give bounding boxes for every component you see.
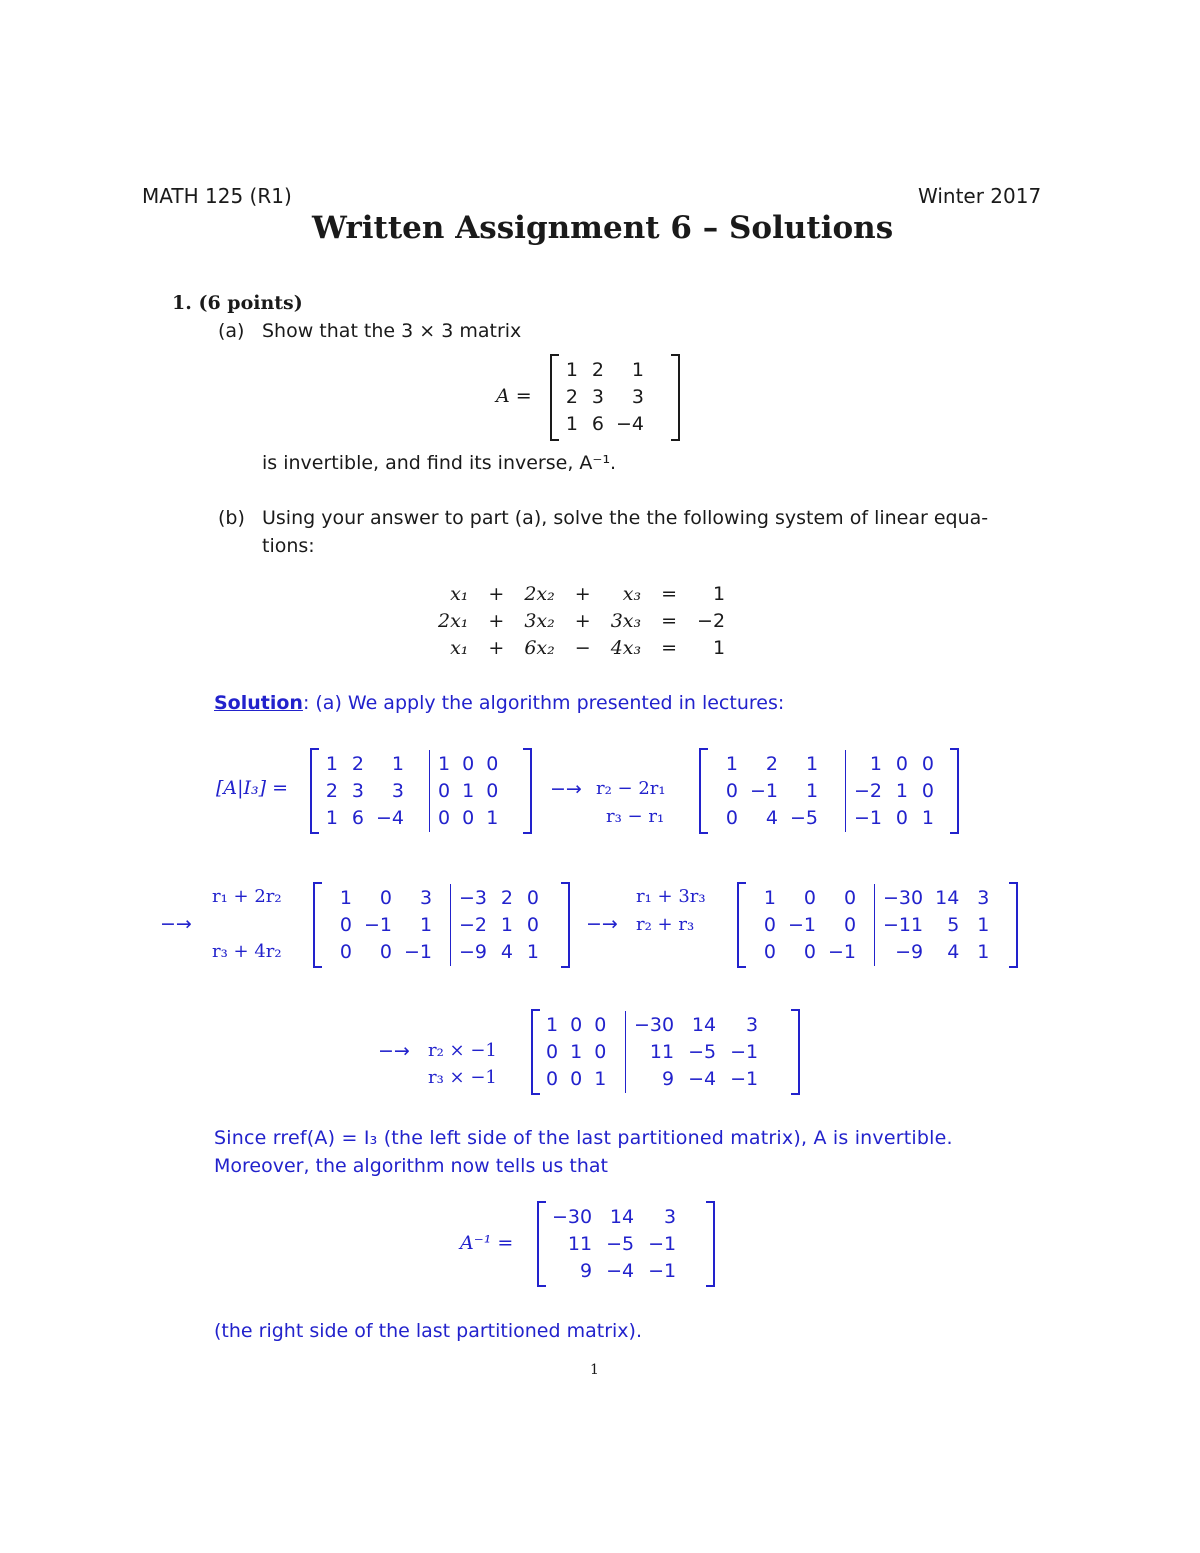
equation-term: 3x₂ (524, 609, 555, 632)
ops1-line2: r₃ − r₁ (606, 806, 665, 827)
matrix-row (540, 1065, 612, 1092)
matrix-cell: 3 (351, 779, 364, 802)
step3-left (746, 884, 862, 965)
matrix-cell: 0 (546, 1067, 559, 1090)
ops3-line1: r₁ + 3r₃ (636, 886, 706, 907)
matrix-cell: 1 (565, 412, 578, 435)
matrix-cell: 1 (325, 806, 338, 829)
matrix-cell: −5 (790, 806, 819, 829)
matrix-row (628, 1038, 764, 1065)
matrix-cell: 1 (805, 752, 819, 775)
matrix-row (453, 911, 545, 938)
matrix-row (322, 938, 438, 965)
matrix-cell: 0 (339, 940, 352, 963)
arrow-1: −→ (550, 778, 582, 800)
matrix-cell: −4 (606, 1259, 635, 1282)
page-title: Written Assignment 6 – Solutions (312, 210, 894, 246)
matrix-row (546, 1230, 682, 1257)
matrix-cell: −5 (606, 1232, 635, 1255)
part-b-text-line1: Using your answer to part (a), solve the the following system of linear equa- (262, 507, 989, 529)
matrix-cell: 2 (765, 752, 779, 775)
part-b-label: (b) (218, 507, 245, 529)
matrix-cell: 0 (379, 940, 393, 963)
problem-number: 1. (172, 292, 192, 314)
part-a-text: Show that the 3 × 3 matrix (262, 320, 522, 342)
matrix-cell: 0 (570, 1013, 583, 1036)
matrix-cell: −4 (688, 1067, 717, 1090)
step1-right (848, 750, 940, 831)
ops1-line1: r₂ − 2r₁ (596, 778, 666, 799)
matrix-cell: 0 (843, 913, 857, 936)
matrix-cell: 2 (565, 385, 578, 408)
matrix-cell: −1 (648, 1259, 677, 1282)
matrix-row (540, 1038, 612, 1065)
matrix-cell: 14 (609, 1205, 635, 1228)
matrix-cell: 1 (419, 913, 433, 936)
matrix-row (708, 750, 824, 777)
matrix-cell: 0 (895, 806, 909, 829)
matrix-row (318, 750, 410, 777)
matrix-row (432, 777, 504, 804)
matrix-cell: 1 (546, 1013, 559, 1036)
matrix-cell: 0 (486, 779, 499, 802)
solution-intro-text: : (a) We apply the algorithm presented in lectures: (302, 692, 785, 714)
matrix-cell: 1 (594, 1067, 607, 1090)
equation-term: + (488, 636, 505, 659)
matrix-row (546, 1203, 682, 1230)
matrix-cell: −30 (883, 886, 924, 909)
page-number: 1 (590, 1362, 599, 1378)
matrix-row (628, 1011, 764, 1038)
matrix-cell: 4 (500, 940, 514, 963)
equation-term: x₁ (450, 582, 469, 605)
matrix-cell: 0 (462, 806, 475, 829)
matrix-row (432, 750, 504, 777)
matrix-cell: 1 (391, 752, 405, 775)
matrix-cell: 4 (765, 806, 779, 829)
equation-term: + (574, 609, 591, 632)
matrix-cell: −1 (730, 1067, 759, 1090)
matrix-cell: 1 (763, 886, 776, 909)
inverse-matrix-table (546, 1203, 682, 1284)
matrix-cell: 1 (805, 779, 819, 802)
matrix-cell: 3 (419, 886, 433, 909)
matrix-cell: 0 (921, 779, 935, 802)
equation-term: = (661, 609, 678, 632)
since-line1: Since rref(A) = I₃ (the left side of the last partitioned matrix), A is invertible. (214, 1127, 953, 1149)
matrix-cell: 0 (763, 940, 776, 963)
matrix-cell: 6 (351, 806, 364, 829)
matrix-cell: 1 (725, 752, 738, 775)
matrix-row (318, 777, 410, 804)
matrix-cell: 0 (438, 779, 451, 802)
equation-term: − (574, 636, 591, 659)
matrix-cell: −30 (634, 1013, 675, 1036)
matrix-row (708, 804, 824, 831)
matrix-cell: 1 (631, 358, 645, 381)
matrix-cell: −1 (648, 1232, 677, 1255)
matrix-cell: 2 (591, 358, 604, 381)
matrix-row (746, 884, 862, 911)
matrix-cell: −1 (404, 940, 433, 963)
equation-row (428, 580, 735, 607)
matrix-cell: −2 (459, 913, 488, 936)
linear-system (428, 580, 735, 661)
arrow-3: −→ (586, 913, 618, 935)
matrix-cell: 14 (691, 1013, 717, 1036)
matrix-cell: 0 (843, 886, 857, 909)
equation-term: 4x₃ (610, 636, 642, 659)
inverse-label: A⁻¹ = (460, 1232, 514, 1254)
matrix-row (877, 938, 995, 965)
equation-term: + (488, 609, 505, 632)
matrix-cell: 1 (526, 940, 540, 963)
matrix-row (432, 804, 504, 831)
matrix-row (453, 884, 545, 911)
matrix-row (877, 911, 995, 938)
matrix-cell: 0 (339, 913, 352, 936)
matrix-cell: 0 (763, 913, 776, 936)
equation-term: = (661, 582, 678, 605)
matrix-cell: −9 (459, 940, 488, 963)
ops4-line1: r₂ × −1 (428, 1040, 497, 1061)
problem-heading (172, 292, 303, 314)
step3-right (877, 884, 995, 965)
matrix-row (540, 1011, 612, 1038)
equation-term: 2x₁ (438, 609, 469, 632)
equation-term: + (574, 582, 591, 605)
equation-term: 1 (712, 582, 726, 605)
step4-left (540, 1011, 612, 1092)
matrix-cell: 0 (895, 752, 909, 775)
matrix-cell: 0 (594, 1040, 607, 1063)
matrix-cell: 1 (325, 752, 338, 775)
matrix-cell: −4 (616, 412, 645, 435)
matrix-cell: −11 (883, 913, 924, 936)
problem-points: (6 points) (198, 292, 303, 314)
matrix-cell: 1 (438, 752, 451, 775)
term: Winter 2017 (918, 184, 1042, 208)
matrix-cell: 0 (438, 806, 451, 829)
matrix-row (848, 750, 940, 777)
equation-row (428, 634, 735, 661)
matrix-cell: 0 (725, 806, 738, 829)
matrix-row (322, 884, 438, 911)
matrix-a-label: A = (496, 385, 532, 407)
step2-right (453, 884, 545, 965)
matrix-cell: 0 (570, 1067, 583, 1090)
invertible-text: is invertible, and find its inverse, A⁻¹. (262, 452, 617, 474)
matrix-row (558, 410, 650, 437)
equation-term: −2 (697, 609, 726, 632)
step0-right (432, 750, 504, 831)
matrix-cell: 1 (339, 886, 352, 909)
matrix-row (848, 777, 940, 804)
course-code: MATH 125 (R1) (142, 184, 292, 208)
step1-left (708, 750, 824, 831)
matrix-cell: −9 (895, 940, 924, 963)
matrix-cell: −1 (730, 1040, 759, 1063)
matrix-cell: 2 (351, 752, 364, 775)
matrix-cell: 0 (526, 886, 540, 909)
matrix-row (746, 938, 862, 965)
matrix-row (558, 356, 650, 383)
ops2-line2: r₃ + 4r₂ (212, 941, 282, 962)
matrix-a-table (558, 356, 650, 437)
matrix-cell: 9 (580, 1259, 593, 1282)
matrix-cell: 3 (746, 1013, 759, 1036)
matrix-cell: −1 (828, 940, 857, 963)
equation-term: x₁ (450, 636, 469, 659)
equation-term: 3x₃ (610, 609, 642, 632)
matrix-cell: 3 (391, 779, 405, 802)
matrix-cell: −5 (688, 1040, 717, 1063)
equation-term: = (661, 636, 678, 659)
matrix-cell: 5 (947, 913, 960, 936)
matrix-cell: 0 (462, 752, 475, 775)
matrix-row (848, 804, 940, 831)
matrix-row (318, 804, 410, 831)
matrix-cell: 1 (895, 779, 909, 802)
matrix-cell: 1 (977, 940, 990, 963)
matrix-cell: 1 (565, 358, 578, 381)
matrix-cell: 3 (631, 385, 645, 408)
part-a-label: (a) (218, 320, 245, 342)
matrix-cell: 0 (725, 779, 738, 802)
matrix-cell: −1 (364, 913, 393, 936)
matrix-cell: 0 (803, 940, 817, 963)
matrix-cell: 4 (947, 940, 960, 963)
matrix-cell: 0 (594, 1013, 607, 1036)
matrix-row (746, 911, 862, 938)
part-b-text-line2: tions: (262, 535, 315, 557)
matrix-row (708, 777, 824, 804)
matrix-cell: 0 (526, 913, 540, 936)
matrix-cell: −1 (788, 913, 817, 936)
matrix-cell: 1 (486, 806, 499, 829)
matrix-row (322, 911, 438, 938)
matrix-cell: 11 (567, 1232, 593, 1255)
matrix-cell: 3 (591, 385, 604, 408)
matrix-cell: 1 (500, 913, 514, 936)
matrix-cell: 2 (500, 886, 514, 909)
matrix-cell: 1 (462, 779, 475, 802)
ops3-line2: r₂ + r₃ (636, 914, 695, 935)
matrix-cell: 0 (921, 752, 935, 775)
matrix-cell: 1 (921, 806, 935, 829)
closing-text: (the right side of the last partitioned matrix). (214, 1320, 642, 1342)
matrix-cell: −1 (750, 779, 779, 802)
matrix-cell: 1 (869, 752, 883, 775)
arrow-4: −→ (378, 1040, 410, 1062)
matrix-cell: 3 (664, 1205, 677, 1228)
ops4-line2: r₃ × −1 (428, 1067, 497, 1088)
matrix-row (628, 1065, 764, 1092)
matrix-cell: 0 (803, 886, 817, 909)
matrix-cell: 9 (662, 1067, 675, 1090)
matrix-cell: 0 (546, 1040, 559, 1063)
matrix-cell: −30 (552, 1205, 593, 1228)
solution-label: Solution (214, 692, 303, 714)
matrix-cell: 0 (379, 886, 393, 909)
augmented-label: [A|I₃] = (216, 777, 289, 799)
matrix-row (558, 383, 650, 410)
matrix-cell: −1 (854, 806, 883, 829)
since-line2: Moreover, the algorithm now tells us that (214, 1155, 608, 1177)
matrix-row (453, 938, 545, 965)
equation-term: 2x₂ (524, 582, 555, 605)
matrix-cell: 1 (977, 913, 990, 936)
matrix-cell: 3 (977, 886, 990, 909)
matrix-cell: 2 (325, 779, 338, 802)
step2-left (322, 884, 438, 965)
arrow-2: −→ (160, 913, 192, 935)
equation-term: 6x₂ (524, 636, 555, 659)
matrix-cell: 0 (486, 752, 499, 775)
solution-intro (214, 692, 784, 714)
step0-left (318, 750, 410, 831)
matrix-row (546, 1257, 682, 1284)
equation-row (428, 607, 735, 634)
matrix-cell: −3 (459, 886, 488, 909)
matrix-cell: 6 (591, 412, 604, 435)
matrix-cell: 1 (570, 1040, 583, 1063)
equation-term: 1 (712, 636, 726, 659)
equation-term: x₃ (622, 582, 642, 605)
step4-right (628, 1011, 764, 1092)
ops2-line1: r₁ + 2r₂ (212, 886, 282, 907)
matrix-cell: −4 (376, 806, 405, 829)
equation-term: + (488, 582, 505, 605)
matrix-row (877, 884, 995, 911)
matrix-cell: −2 (854, 779, 883, 802)
matrix-cell: 14 (935, 886, 960, 909)
matrix-cell: 11 (649, 1040, 675, 1063)
